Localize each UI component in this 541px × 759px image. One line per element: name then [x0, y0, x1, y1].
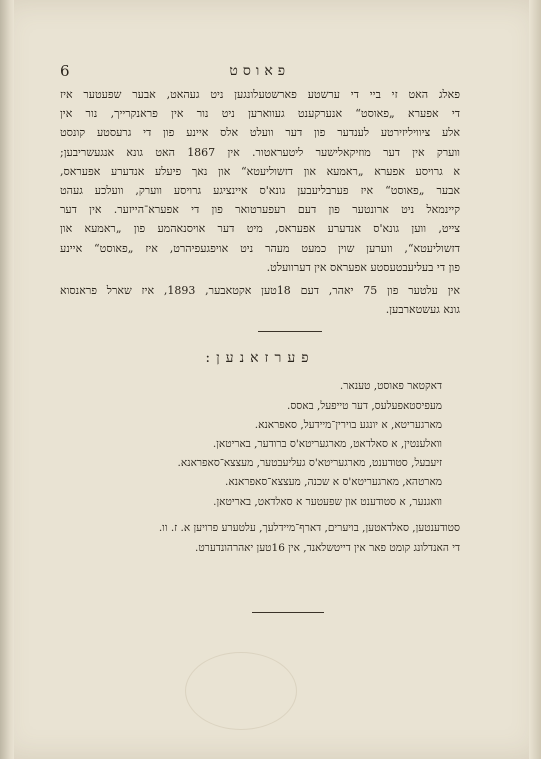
cast-item: מארגעריטא, א יונגע בוירין־מיידעל, סאפראנא.: [254, 418, 442, 431]
text-line: אלע ציוויליזירטע לענדער פון דער וועלט אלס איינע פון די גרעסטע קונסט: [60, 126, 460, 140]
cast-heading: פערזאנען:: [205, 350, 315, 367]
text-line: פון די בעליעבטעסטע אפעראס אין דערוועלט.: [266, 260, 460, 274]
cast-item: מעפיסטאפעלעס, דער טייפעל, באסס.: [287, 399, 442, 412]
text-line: אבער „פאוסט“ איז פערבליעבען גונא'ס איינציגע גרויסע ווערק, וועלכע געהט: [60, 184, 460, 198]
cast-item: וואגנער, א סטודענט און שפעטער א סאלדאט, באריטאן.: [213, 495, 442, 508]
page-right-edge: [529, 0, 541, 759]
paragraph-death: [60, 281, 460, 319]
cast-item: וואלענטין, א סאלדאט, מארגעריטא'ס ברודער, באריטאן.: [212, 438, 442, 451]
text-line: די אפערא „פאוסט“ אנערקענט געווארען ניט נור אין פראנקרייך, נור אין: [60, 107, 460, 121]
running-head: [60, 62, 460, 80]
note-line: סטודענטען, סאלדאטען, בויערים, דארף־מיידלעך, עלטערע פרויען א. ז. וו.: [158, 521, 460, 534]
end-divider: [252, 612, 324, 613]
text-line: ווערק אין דער מוזיקאלישער ליטעראטור. אין 1867 האט גונא אנגעשריבען;: [60, 145, 460, 159]
cast-list: [60, 377, 460, 511]
text-line: צייט, ווען גונא'ס אנדערע אפעראס, מיט דער אויסנאהמע פון „ראמעא און: [60, 222, 460, 236]
faded-library-stamp: [185, 652, 297, 730]
text-line: דזשוליעטא“, ווערען שוין כמעט מעהר ניט אויפגעפיהרט, איז „פאוסט“ איינע: [60, 241, 460, 255]
text-line: א גרויסע אפערא „ראמעא און דזשוליעטא“ און נאך פיעלע אנדערע אפעראס,: [60, 164, 460, 178]
cast-notes: [60, 518, 460, 558]
text-line: פאלג האט זי ביי די ערשטע פארשטעלונגען ניט געהאט, אבער שפעטער איז: [60, 88, 460, 101]
text-line: קיינמאל ניט ארונטער פון דעם רעפערטואר פון די אפערא־הייזער. אין דער: [60, 203, 460, 217]
text-line: אין עלטער פון 75 יאהר, דעם 18טען אקטאבער, 1893, איז שארל פראנסוא: [60, 284, 460, 298]
running-title: פאוסט: [229, 62, 291, 79]
cast-item: מארטהא, מארגעריטא'ס א שכנה, מעצצא־סאפראנא.: [225, 476, 442, 489]
note-line: די האנדלונג קומט פאר אין דייטשלאנד, אין 16טען יאהרהונדערט.: [195, 541, 460, 554]
cast-item: דאקטאר פאוסט, טענאר.: [339, 380, 442, 393]
page-body: [60, 85, 460, 613]
text-line: גונא געשטארבען.: [385, 303, 460, 317]
cast-item: זיעבעל, סטודענט, מארגעריטא'ס געליעבטער, מעצצא־סאפראנא.: [177, 457, 442, 470]
page-number: 6: [60, 62, 70, 80]
paragraph-history: [60, 85, 460, 277]
section-divider: [258, 331, 322, 332]
page-binding-edge: [0, 0, 14, 759]
